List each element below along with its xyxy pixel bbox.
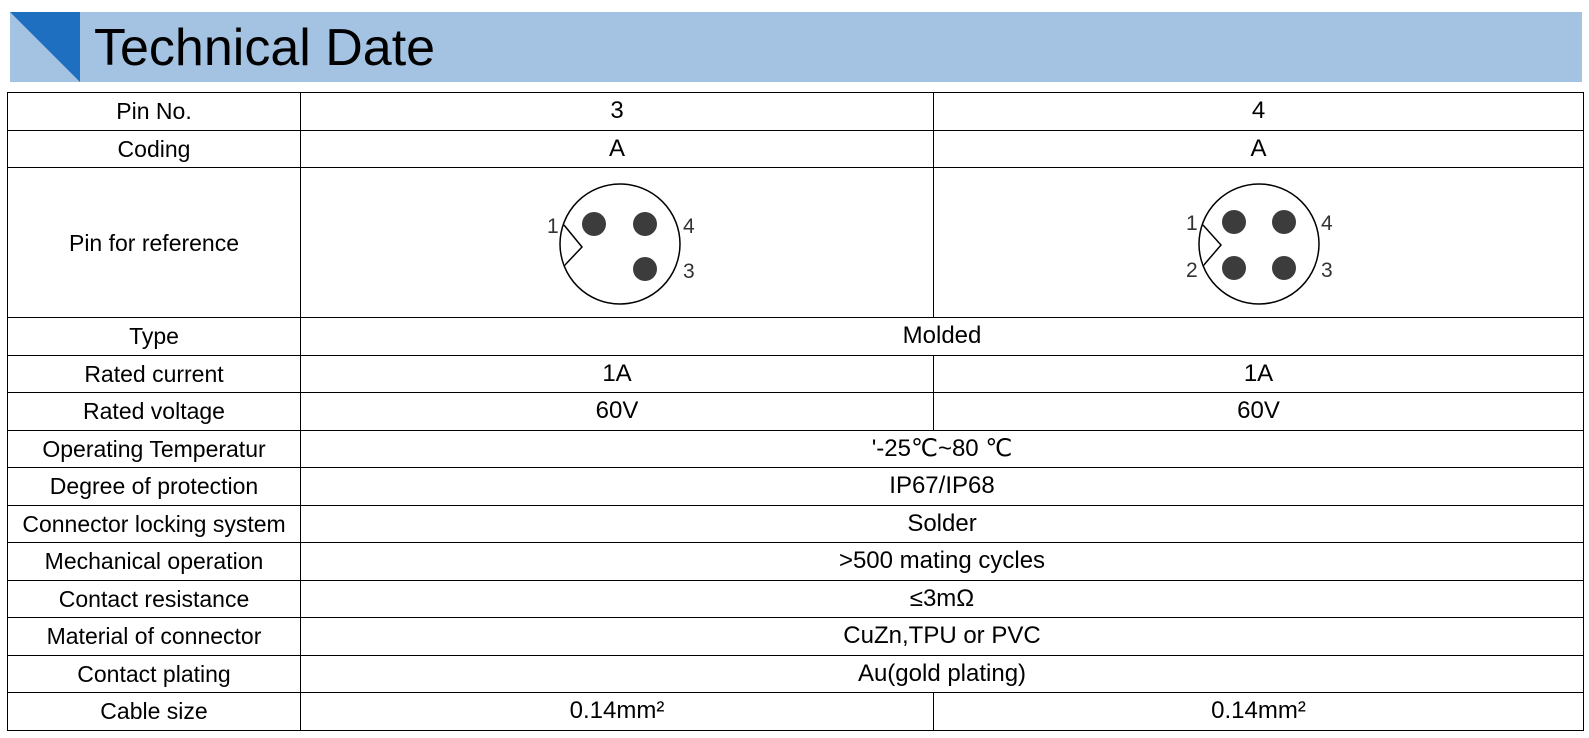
cell-value: 1A [301, 355, 934, 393]
pin-label: 4 [1320, 211, 1333, 235]
row-label: Degree of protection [8, 468, 301, 506]
cell-value: Molded [301, 318, 1584, 356]
row-label: Material of connector [8, 618, 301, 656]
table-row [8, 580, 1584, 618]
pin-diagram-4-icon [1159, 173, 1359, 313]
pin-diagram-cell [301, 168, 934, 318]
row-label: Contact plating [8, 655, 301, 693]
pin-diagram-3-icon [517, 173, 717, 313]
row-label: Pin for reference [8, 168, 301, 318]
table-row [8, 318, 1584, 356]
table-row [8, 505, 1584, 543]
table-row [8, 93, 1584, 131]
page-title: Technical Date [94, 19, 436, 77]
pin-label: 3 [683, 259, 695, 283]
pin-label: 4 [683, 214, 695, 238]
cell-value: ≤3mΩ [301, 580, 1584, 618]
cell-value: 0.14mm² [934, 693, 1584, 731]
row-label: Rated current [8, 355, 301, 393]
pin-label: 1 [547, 214, 559, 238]
cell-value: 60V [934, 393, 1584, 431]
cell-value: 0.14mm² [301, 693, 934, 731]
spec-table [7, 92, 1584, 731]
table-row [8, 355, 1584, 393]
row-label: Contact resistance [8, 580, 301, 618]
cell-value: IP67/IP68 [301, 468, 1584, 506]
cell-value: CuZn,TPU or PVC [301, 618, 1584, 656]
table-row [8, 430, 1584, 468]
pin-label: 1 [1185, 211, 1198, 235]
cell-value: 1A [934, 355, 1584, 393]
cell-value: 4 [934, 93, 1584, 131]
row-label: Pin No. [8, 93, 301, 131]
table-row [8, 655, 1584, 693]
row-label: Cable size [8, 693, 301, 731]
pin-diagram-cell [934, 168, 1584, 318]
table-row [8, 393, 1584, 431]
table-row [8, 468, 1584, 506]
row-label: Type [8, 318, 301, 356]
cell-value: Au(gold plating) [301, 655, 1584, 693]
cell-value: A [934, 130, 1584, 168]
row-label: Operating Temperatur [8, 430, 301, 468]
pin-label: 2 [1185, 258, 1198, 282]
cell-value: 3 [301, 93, 934, 131]
cell-value: '-25℃~80 ℃ [301, 430, 1584, 468]
row-label: Connector locking system [8, 505, 301, 543]
table-row [8, 130, 1584, 168]
table-row [8, 168, 1584, 318]
cell-value: A [301, 130, 934, 168]
table-row [8, 543, 1584, 581]
row-label: Mechanical operation [8, 543, 301, 581]
title-bar [10, 12, 1582, 82]
cell-value: Solder [301, 505, 1584, 543]
cell-value: 60V [301, 393, 934, 431]
row-label: Coding [8, 130, 301, 168]
pin-label: 3 [1320, 258, 1333, 282]
corner-triangle-icon [10, 12, 90, 82]
table-row [8, 618, 1584, 656]
cell-value: >500 mating cycles [301, 543, 1584, 581]
row-label: Rated voltage [8, 393, 301, 431]
table-row [8, 693, 1584, 731]
